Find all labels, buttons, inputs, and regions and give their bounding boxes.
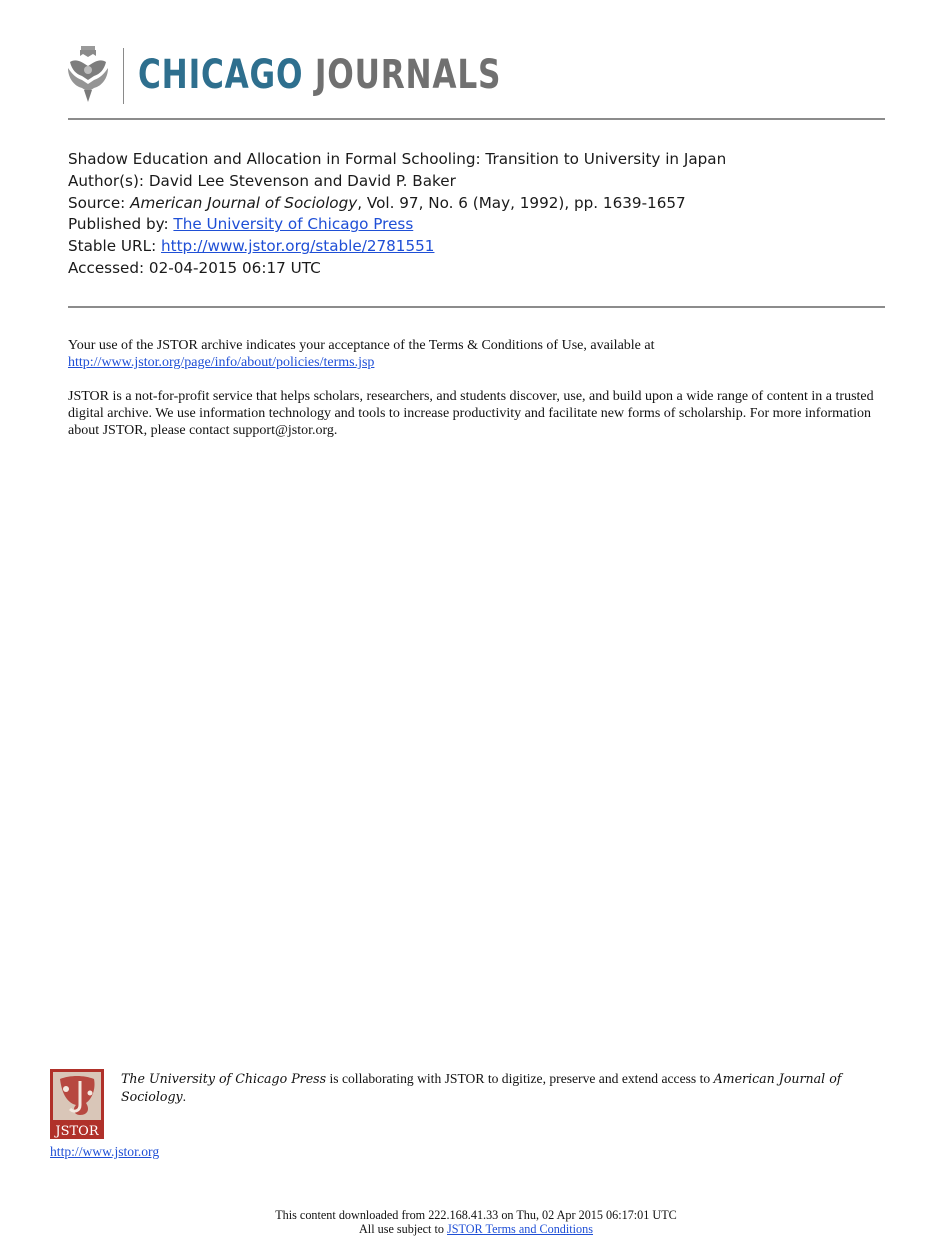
terms-footer-line	[0, 1223, 952, 1237]
publisher-link[interactable]: The University of Chicago Press	[173, 215, 414, 234]
authors-value: David Lee Stevenson and David P. Baker	[148, 171, 456, 190]
publisher-label: Published by:	[68, 215, 169, 234]
article-metadata	[68, 149, 898, 280]
accessed-line: Accessed: 02-04-2015 06:17 UTC	[68, 258, 321, 277]
download-info: This content downloaded from 222.168.41.33 on Thu, 02 Apr 2015 06:17:01 UTC	[275, 1208, 677, 1222]
authors-line	[68, 171, 898, 193]
article-title: Shadow Education and Allocation in Formal Schooling: Transition to University in Japan	[68, 150, 727, 168]
logo-wordmark	[138, 52, 501, 98]
terms-paragraph	[68, 337, 898, 371]
collab-journal: American Journal of Sociology	[121, 1071, 842, 1104]
chicago-journals-logo	[66, 44, 502, 106]
source-details: , Vol. 97, No. 6 (May, 1992), pp. 1639-1657	[357, 193, 686, 212]
terms-footer-prefix: All use subject to	[359, 1221, 448, 1236]
stable-url-line	[68, 236, 898, 258]
logo-divider	[123, 48, 124, 104]
stable-url-link[interactable]: http://www.jstor.org/stable/2781551	[161, 237, 435, 256]
source-label: Source:	[68, 193, 126, 212]
collab-press: The University of Chicago Press	[121, 1071, 327, 1086]
collaboration-notice	[121, 1070, 901, 1106]
bottom-divider	[68, 306, 885, 308]
stable-url-label: Stable URL:	[68, 237, 157, 256]
source-journal: American Journal of Sociology	[130, 193, 358, 212]
jstor-about-paragraph: JSTOR is a not-for-profit service that helps scholars, researchers, and students discover, use, and build upon a wide range of content in a trusted digital archive. We use information technology and tools to increase productivity and facilitate new forms of scholarship. For more information about JSTOR, please contact support@jstor.org.	[68, 389, 874, 438]
terms-link[interactable]: http://www.jstor.org/page/info/about/policies/terms.jsp	[68, 355, 375, 370]
collab-middle: is collaborating with JSTOR to digitize, preserve and extend access to	[326, 1071, 714, 1086]
authors-label: Author(s):	[68, 171, 145, 190]
publisher-line	[68, 214, 898, 236]
jstor-home-link[interactable]: http://www.jstor.org	[50, 1144, 160, 1159]
terms-notice	[68, 337, 898, 456]
phoenix-seal-icon	[66, 44, 110, 104]
top-divider	[68, 118, 885, 120]
source-line	[68, 193, 898, 215]
jstor-terms-link[interactable]: JSTOR Terms and Conditions	[447, 1221, 593, 1236]
download-footer	[0, 1209, 952, 1236]
jstor-logo-text: JSTOR	[55, 1124, 99, 1139]
logo-word-chicago: CHICAGO	[138, 52, 304, 98]
collab-end: .	[182, 1089, 187, 1104]
terms-text: Your use of the JSTOR archive indicates your acceptance of the Terms & Conditions of Use, available at	[68, 338, 655, 353]
logo-word-journals: JOURNALS	[314, 52, 502, 98]
jstor-logo-icon	[50, 1069, 104, 1139]
